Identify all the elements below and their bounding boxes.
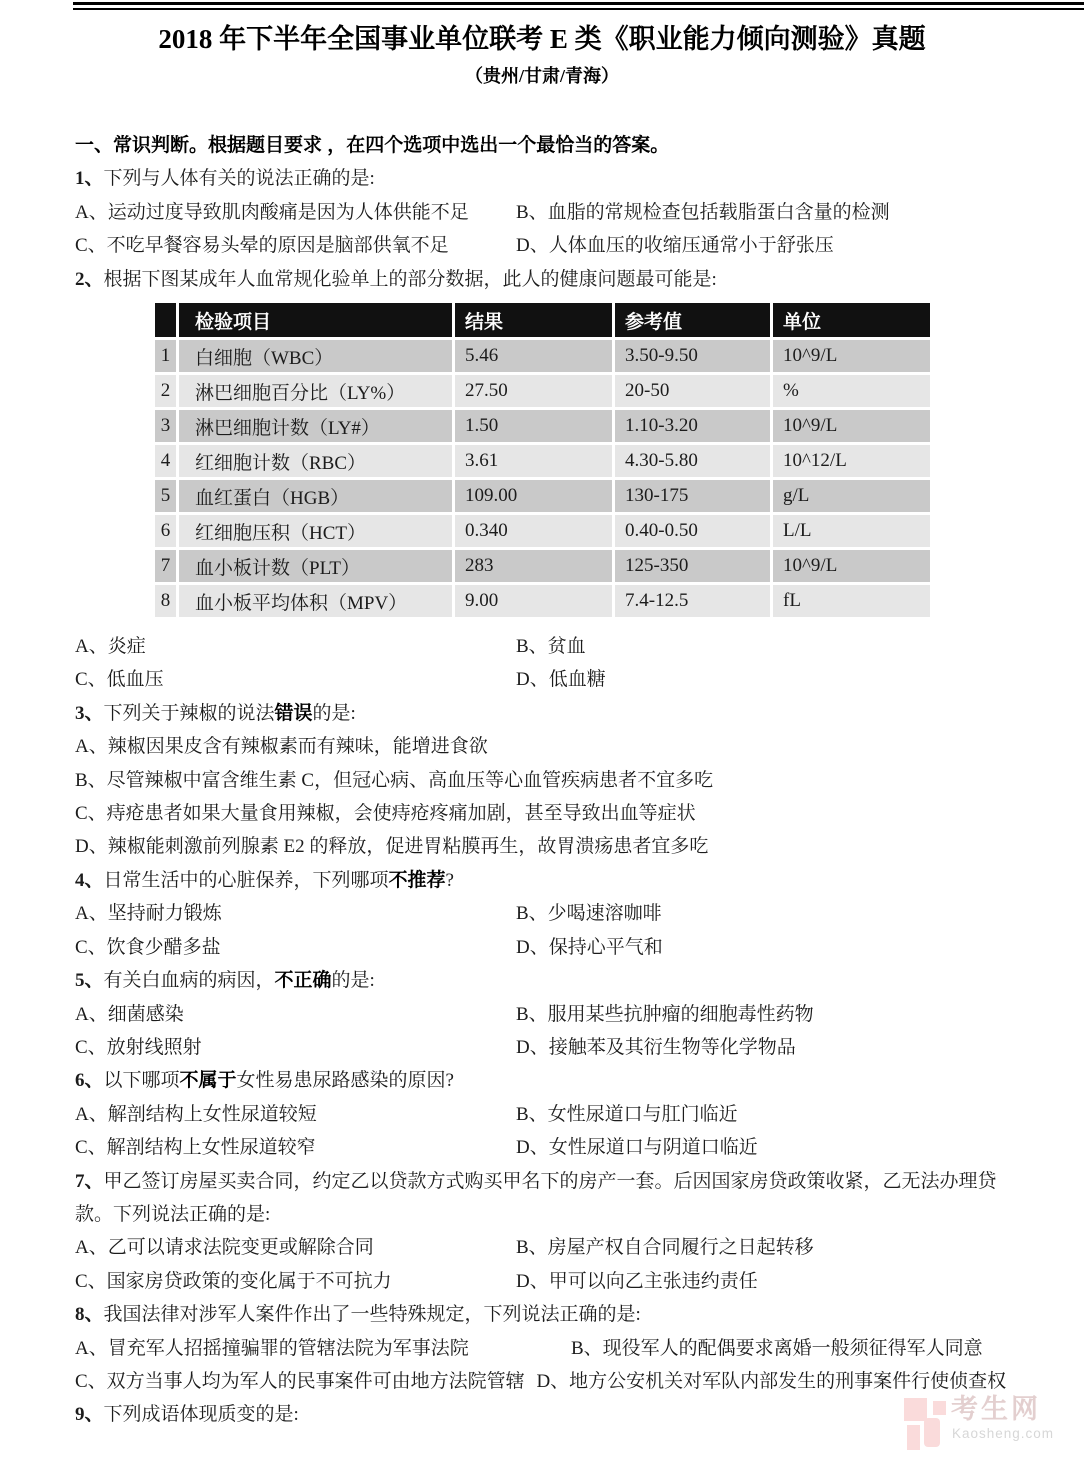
cell-unit: % xyxy=(773,375,930,407)
option-d: D、低血糖 xyxy=(516,669,606,691)
cell-result: 9.00 xyxy=(455,585,612,617)
table-row xyxy=(155,375,930,407)
cell-reference: 7.4-12.5 xyxy=(615,585,770,617)
section-heading: 一、常识判断。根据题目要求 ，在四个选项中选出一个最恰当的答案。 xyxy=(75,135,670,156)
header-unit: 单位 xyxy=(773,303,930,337)
cell-unit: L/L xyxy=(773,515,930,547)
option-c: C、痔疮患者如果大量食用辣椒，会使痔疮疼痛加剧，甚至导致出血等症状 xyxy=(75,803,696,825)
question-text: 下列关于辣椒的说法 xyxy=(103,702,275,724)
emphasis-word: 不正确 xyxy=(274,970,332,992)
question-number: 8、 xyxy=(75,1304,104,1326)
option-a: A、冒充军人招摇撞骗罪的管辖法院为军事法院 xyxy=(75,1337,469,1359)
table-row xyxy=(155,585,930,617)
option-c: C、双方当事人均为军人的民事案件可由地方法院管辖 xyxy=(75,1370,525,1392)
cell-result: 3.61 xyxy=(455,445,612,477)
question-1-options-cd xyxy=(75,229,1030,262)
question-text: 的是: xyxy=(312,702,356,724)
watermark-logo-icon xyxy=(904,1398,927,1421)
emphasis-word: 不属于 xyxy=(179,1070,237,1092)
question-1-options-ab xyxy=(75,196,1030,229)
option-d: D、接触苯及其衍生物等化学物品 xyxy=(516,1036,796,1058)
cell-reference: 1.10-3.20 xyxy=(615,410,770,442)
option-d: D、保持心平气和 xyxy=(516,936,663,958)
cell-item: 红细胞压积（HCT） xyxy=(179,515,452,547)
option-b: B、贫血 xyxy=(516,636,586,658)
option-b: B、尽管辣椒中富含维生素 C，但冠心病、高血压等心血管疾病患者不宜多吃 xyxy=(75,769,714,791)
question-3-option-c xyxy=(75,797,1030,830)
table-row xyxy=(155,445,930,477)
question-text: 下列成语体现质变的是: xyxy=(103,1404,299,1426)
cell-unit: g/L xyxy=(773,480,930,512)
question-number: 7、 xyxy=(75,1170,104,1192)
header-reference: 参考值 xyxy=(615,303,770,337)
question-text: 根据下图某成年人血常规化验单上的部分数据，此人的健康问题最可能是: xyxy=(103,268,717,290)
cell-index: 6 xyxy=(155,515,176,547)
question-7-stem xyxy=(75,1165,1030,1232)
question-number: 1、 xyxy=(75,168,104,190)
question-6-options-ab xyxy=(75,1098,1030,1131)
cell-unit: 10^9/L xyxy=(773,340,930,372)
option-c: C、饮食少醋多盐 xyxy=(75,936,221,958)
question-1-stem xyxy=(75,162,1030,195)
watermark-logo-icon xyxy=(924,1418,940,1447)
cell-result: 5.46 xyxy=(455,340,612,372)
question-text: 甲乙签订房屋买卖合同，约定乙以贷款方式购买甲名下的房产一套。后因国家房贷政策收紧，乙无法办理贷款。下列说法正确的是: xyxy=(75,1170,997,1225)
cell-item: 血小板平均体积（MPV） xyxy=(179,585,452,617)
cell-index: 7 xyxy=(155,550,176,582)
option-a: A、辣椒因果皮含有辣椒素而有辣味，能增进食欲 xyxy=(75,736,488,758)
question-text: 下列与人体有关的说法正确的是: xyxy=(103,168,375,190)
cell-item: 淋巴细胞计数（LY#） xyxy=(179,410,452,442)
cell-reference: 3.50-9.50 xyxy=(615,340,770,372)
watermark xyxy=(904,1396,1064,1452)
option-b: B、房屋产权自合同履行之日起转移 xyxy=(516,1237,814,1259)
question-5-options-cd xyxy=(75,1031,1030,1064)
cell-item: 淋巴细胞百分比（LY%） xyxy=(179,375,452,407)
option-a: A、乙可以请求法院变更或解除合同 xyxy=(75,1237,374,1259)
option-d: D、女性尿道口与阴道口临近 xyxy=(516,1137,758,1159)
question-5-options-ab xyxy=(75,998,1030,1031)
cell-result: 27.50 xyxy=(455,375,612,407)
question-4-options-ab xyxy=(75,897,1030,930)
cell-index: 2 xyxy=(155,375,176,407)
cell-unit: 10^12/L xyxy=(773,445,930,477)
cell-result: 0.340 xyxy=(455,515,612,547)
question-number: 2、 xyxy=(75,268,104,290)
document-body xyxy=(75,129,1030,1432)
header-index xyxy=(155,303,176,337)
option-c: C、解剖结构上女性尿道较窄 xyxy=(75,1137,316,1159)
table-row xyxy=(155,480,930,512)
header-item: 检验项目 xyxy=(179,303,452,337)
question-number: 9、 xyxy=(75,1404,104,1426)
emphasis-word: 不推荐 xyxy=(388,869,446,891)
option-d: D、人体血压的收缩压通常小于舒张压 xyxy=(516,235,834,257)
cell-unit: 10^9/L xyxy=(773,550,930,582)
question-6-options-cd xyxy=(75,1131,1030,1164)
cell-index: 5 xyxy=(155,480,176,512)
cell-index: 8 xyxy=(155,585,176,617)
cell-reference: 130-175 xyxy=(615,480,770,512)
question-text: 的是: xyxy=(331,970,375,992)
question-number: 3、 xyxy=(75,702,104,724)
option-b: B、服用某些抗肿瘤的细胞毒性药物 xyxy=(516,1003,814,1025)
option-d: D、地方公安机关对军队内部发生的刑事案件行使侦查权 xyxy=(536,1370,1007,1392)
table-row xyxy=(155,410,930,442)
question-2-options-ab xyxy=(75,630,1030,663)
option-d: D、辣椒能刺激前列腺素 E2 的释放，促进胃粘膜再生，故胃溃疡患者宜多吃 xyxy=(75,836,709,858)
question-3-stem xyxy=(75,697,1030,730)
watermark-site-domain: Kaosheng.com xyxy=(952,1426,1055,1441)
option-b: B、血脂的常规检查包括载脂蛋白含量的检测 xyxy=(516,201,890,223)
cell-result: 283 xyxy=(455,550,612,582)
question-3-option-b xyxy=(75,764,1030,797)
question-2-stem xyxy=(75,263,1030,296)
cell-item: 红细胞计数（RBC） xyxy=(179,445,452,477)
cell-index: 4 xyxy=(155,445,176,477)
blood-test-table xyxy=(152,300,933,620)
option-d: D、甲可以向乙主张违约责任 xyxy=(516,1270,758,1292)
question-text: 日常生活中的心脏保养，下列哪项 xyxy=(103,869,389,891)
question-number: 4、 xyxy=(75,869,104,891)
emphasis-word: 错误 xyxy=(274,702,313,724)
page-title: 2018 年下半年全国事业单位联考 E 类《职业能力倾向测验》真题 xyxy=(158,24,926,54)
question-number: 5、 xyxy=(75,970,104,992)
question-4-stem xyxy=(75,864,1030,897)
cell-item: 白细胞（WBC） xyxy=(179,340,452,372)
cell-item: 血红蛋白（HGB） xyxy=(179,480,452,512)
option-a: A、炎症 xyxy=(75,636,146,658)
question-2-options-cd xyxy=(75,663,1030,696)
question-5-stem xyxy=(75,964,1030,997)
question-8-stem xyxy=(75,1298,1030,1331)
cell-item: 血小板计数（PLT） xyxy=(179,550,452,582)
question-6-stem xyxy=(75,1064,1030,1097)
cell-result: 109.00 xyxy=(455,480,612,512)
table-header-row xyxy=(155,303,930,337)
question-3-option-d xyxy=(75,830,1030,863)
cell-reference: 20-50 xyxy=(615,375,770,407)
page-subtitle: （贵州/甘肃/青海） xyxy=(464,66,619,86)
option-a: A、解剖结构上女性尿道较短 xyxy=(75,1103,317,1125)
question-text: 以下哪项 xyxy=(103,1070,180,1092)
option-a: A、运动过度导致肌肉酸痛是因为人体供能不足 xyxy=(75,201,469,223)
watermark-site-name: 考生网 xyxy=(951,1394,1041,1424)
watermark-logo-icon xyxy=(933,1401,946,1415)
question-3-option-a xyxy=(75,730,1030,763)
cell-reference: 0.40-0.50 xyxy=(615,515,770,547)
question-7-options-ab xyxy=(75,1231,1030,1264)
question-8-options-ab xyxy=(75,1332,1030,1365)
question-4-options-cd xyxy=(75,931,1030,964)
cell-unit: fL xyxy=(773,585,930,617)
cell-index: 3 xyxy=(155,410,176,442)
question-text: 有关白血病的病因， xyxy=(103,970,275,992)
cell-reference: 4.30-5.80 xyxy=(615,445,770,477)
option-b: B、现役军人的配偶要求离婚一般须征得军人同意 xyxy=(571,1337,983,1359)
table-row xyxy=(155,550,930,582)
cell-unit: 10^9/L xyxy=(773,410,930,442)
option-a: A、坚持耐力锻炼 xyxy=(75,903,222,925)
option-c: C、国家房贷政策的变化属于不可抗力 xyxy=(75,1270,392,1292)
question-text: 女性易患尿路感染的原因? xyxy=(236,1070,454,1092)
cell-result: 1.50 xyxy=(455,410,612,442)
table-row xyxy=(155,515,930,547)
option-c: C、放射线照射 xyxy=(75,1036,202,1058)
question-9-stem xyxy=(75,1398,1030,1431)
option-c: C、低血压 xyxy=(75,669,164,691)
option-b: B、少喝速溶咖啡 xyxy=(516,903,662,925)
question-number: 6、 xyxy=(75,1070,104,1092)
watermark-logo-icon xyxy=(907,1425,920,1450)
question-text: 我国法律对涉军人案件作出了一些特殊规定，下列说法正确的是: xyxy=(103,1304,641,1326)
question-8-options-cd xyxy=(75,1365,1030,1398)
top-double-rule xyxy=(73,2,1084,10)
cell-index: 1 xyxy=(155,340,176,372)
option-c: C、不吃早餐容易头晕的原因是脑部供氧不足 xyxy=(75,235,449,257)
cell-reference: 125-350 xyxy=(615,550,770,582)
table-row xyxy=(155,340,930,372)
header-result: 结果 xyxy=(455,303,612,337)
option-a: A、细菌感染 xyxy=(75,1003,184,1025)
question-7-options-cd xyxy=(75,1265,1030,1298)
question-text: ? xyxy=(445,869,454,891)
option-b: B、女性尿道口与肛门临近 xyxy=(516,1103,738,1125)
